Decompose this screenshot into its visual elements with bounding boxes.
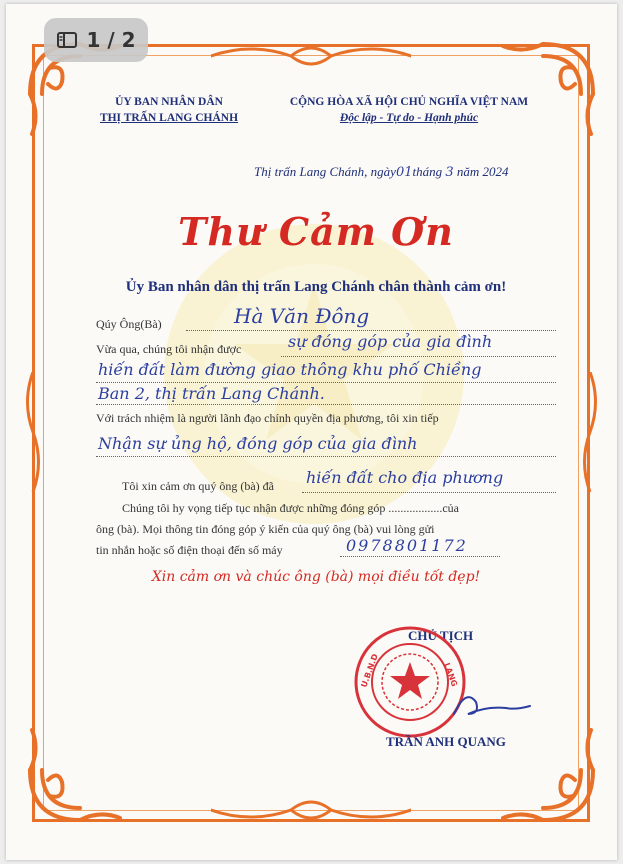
thanks-label: Tôi xin cảm ơn quý ông (bà) đã xyxy=(122,479,274,493)
date-month: 3 xyxy=(445,165,454,180)
closing-line: Xin cảm ơn và chúc ông (bà) mọi điều tốt đẹp! xyxy=(151,569,481,585)
received-label: Vừa qua, chúng tôi nhận được xyxy=(96,342,242,356)
date-line xyxy=(254,164,509,180)
phone-hand: 0978801172 xyxy=(346,536,468,555)
responsibility-dotline xyxy=(96,456,556,457)
recipient-name: Hà Văn Đông xyxy=(234,304,370,328)
national-motto: Độc lập - Tự do - Hạnh phúc xyxy=(339,112,479,124)
letter-title: Thư Cảm Ơn xyxy=(178,209,454,254)
date-year: năm 2024 xyxy=(456,164,509,179)
letter-subtitle: Ủy Ban nhân dân thị trấn Lang Chánh chân thành cảm ơn! xyxy=(125,279,507,295)
responsibility-text: Với trách nhiệm là người lãnh đạo chính quyền địa phương, tôi xin tiếp xyxy=(96,411,439,425)
corner-ornament-bottom-left xyxy=(20,710,140,830)
national-name: CỘNG HÒA XÃ HỘI CHỦ NGHĨA VIỆT NAM xyxy=(289,96,529,108)
phone-dotline xyxy=(340,556,500,557)
left-ornament xyxy=(22,372,44,492)
date-day: 01 xyxy=(395,165,413,180)
chairman-title: CHỦ TỊCH xyxy=(408,628,474,643)
hope-text: Chúng tôi hy vọng tiếp tục nhận được những đóng góp ..................của xyxy=(122,501,459,515)
chairman-name: TRẦN ANH QUANG xyxy=(386,734,506,749)
recipient-label: Qúy Ông(Bà) xyxy=(96,317,162,331)
issuer-line-2: THỊ TRẤN LANG CHÁNH xyxy=(99,112,239,124)
national-header xyxy=(274,94,544,126)
page-indicator[interactable] xyxy=(44,18,148,62)
responsibility-hand: Nhận sự ủng hộ, đóng góp của gia đình xyxy=(98,434,418,453)
issuer-header xyxy=(84,94,254,126)
date-month-label: tháng xyxy=(412,164,443,179)
page-indicator-label: 1 / 2 xyxy=(86,28,136,52)
received-hand-3: Ban 2, thị trấn Lang Chánh. xyxy=(98,384,325,403)
thanks-dotline xyxy=(302,492,556,493)
recipient-dotline xyxy=(186,330,556,331)
corner-ornament-bottom-right xyxy=(483,710,603,830)
thanks-hand: hiến đất cho địa phương xyxy=(306,468,504,487)
handwritten-signature xyxy=(446,684,536,724)
bottom-ornament xyxy=(211,796,411,824)
svg-text:U.B.N.D: U.B.N.D xyxy=(359,652,380,689)
received-dotline-3 xyxy=(96,404,556,405)
book-icon xyxy=(56,30,78,50)
received-hand-1: sự đóng góp của gia đình xyxy=(288,332,493,351)
svg-text:LANG: LANG xyxy=(442,661,459,688)
top-ornament xyxy=(211,42,411,70)
received-dotline-2 xyxy=(96,382,556,383)
received-hand-2: hiến đất làm đường giao thông khu phố Chiềng xyxy=(98,360,482,379)
issuer-line-1: ỦY BAN NHÂN DÂN xyxy=(115,96,223,108)
contact-text-1: ông (bà). Mọi thông tin đóng góp ý kiến của quý ông (bà) vui lòng gửi xyxy=(96,522,435,536)
letter-page xyxy=(6,4,617,860)
received-dotline-1 xyxy=(281,356,556,357)
date-prefix: Thị trấn Lang Chánh, ngày xyxy=(254,164,396,179)
right-ornament xyxy=(579,372,601,492)
contact-text-2: tin nhắn hoặc số điện thoại đến số máy xyxy=(96,543,283,557)
